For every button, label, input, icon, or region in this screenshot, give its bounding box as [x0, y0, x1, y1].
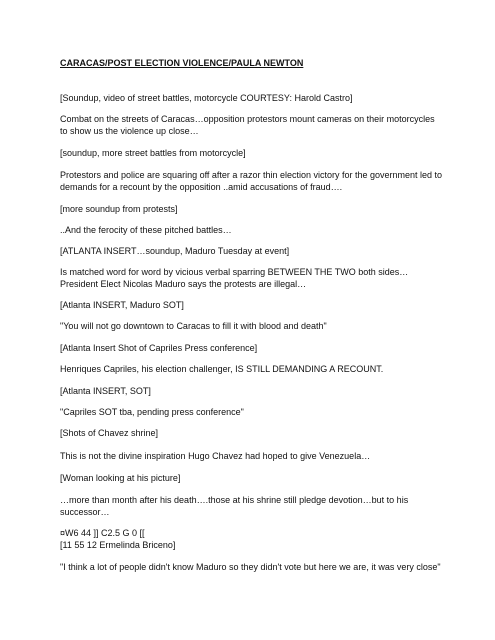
paragraph-soundup-motorcycle: [soundup, more street battles from motorcycle]	[60, 148, 246, 158]
paragraph-chavez-shrine-shots: [Shots of Chavez shrine]	[60, 428, 159, 438]
paragraph-capriles-recount: Henriques Capriles, his election challenger, IS STILL DEMANDING A RECOUNT.	[60, 364, 384, 374]
paragraph-maduro-quote: "You will not go downtown to Caracas to fill it with blood and death"	[60, 321, 327, 331]
document-title: CARACAS/POST ELECTION VIOLENCE/PAULA NEWTON	[60, 58, 304, 68]
paragraph-divine-inspiration: This is not the divine inspiration Hugo Chavez had hoped to give Venezuela…	[60, 451, 371, 461]
paragraph-woman-picture: [Woman looking at his picture]	[60, 473, 181, 483]
paragraph-atlanta-insert-sot: [Atlanta INSERT, SOT]	[60, 386, 151, 396]
paragraph-capriles-sot-tba: "Capriles SOT tba, pending press conference"	[60, 407, 244, 417]
paragraph-verbal-sparring: Is matched word for word by vicious verbal sparring BETWEEN THE TWO both sides… President Elect Nicolas Maduro says the protests are illegal…	[60, 267, 409, 289]
paragraph-atlanta-insert-maduro-event: [ATLANTA INSERT…soundup, Maduro Tuesday at event]	[60, 246, 290, 256]
paragraph-protestors-police: Protestors and police are squaring off after a razor thin election victory for the government led to demands for a recount by the opposition ..amid accusations of fraud….	[60, 170, 443, 192]
paragraph-briceno-quote: "I think a lot of people didn't know Maduro so they didn't vote but here we are, it was very close"	[60, 562, 441, 572]
paragraph-more-soundup: [more soundup from protests]	[60, 204, 178, 214]
paragraph-pledge-devotion: …more than month after his death….those at his shrine still pledge devotion…but to his successor…	[60, 495, 409, 517]
paragraph-capriles-press-conference: [Atlanta Insert Shot of Capriles Press conference]	[60, 343, 258, 353]
paragraph-combat-streets: Combat on the streets of Caracas…opposition protestors mount cameras on their motorcycles to show us the violence up close…	[60, 114, 435, 136]
paragraph-ferocity: ..And the ferocity of these pitched battles…	[60, 225, 232, 235]
paragraph-soundup-street-battles: [Soundup, video of street battles, motorcycle COURTESY: Harold Castro]	[60, 93, 353, 103]
paragraph-timecode-briceno: ¤W6 44 ]] C2.5 G 0 [[ [11 55 12 Ermelinda Briceno]	[60, 528, 176, 550]
paragraph-atlanta-insert-maduro-sot: [Atlanta INSERT, Maduro SOT]	[60, 300, 184, 310]
